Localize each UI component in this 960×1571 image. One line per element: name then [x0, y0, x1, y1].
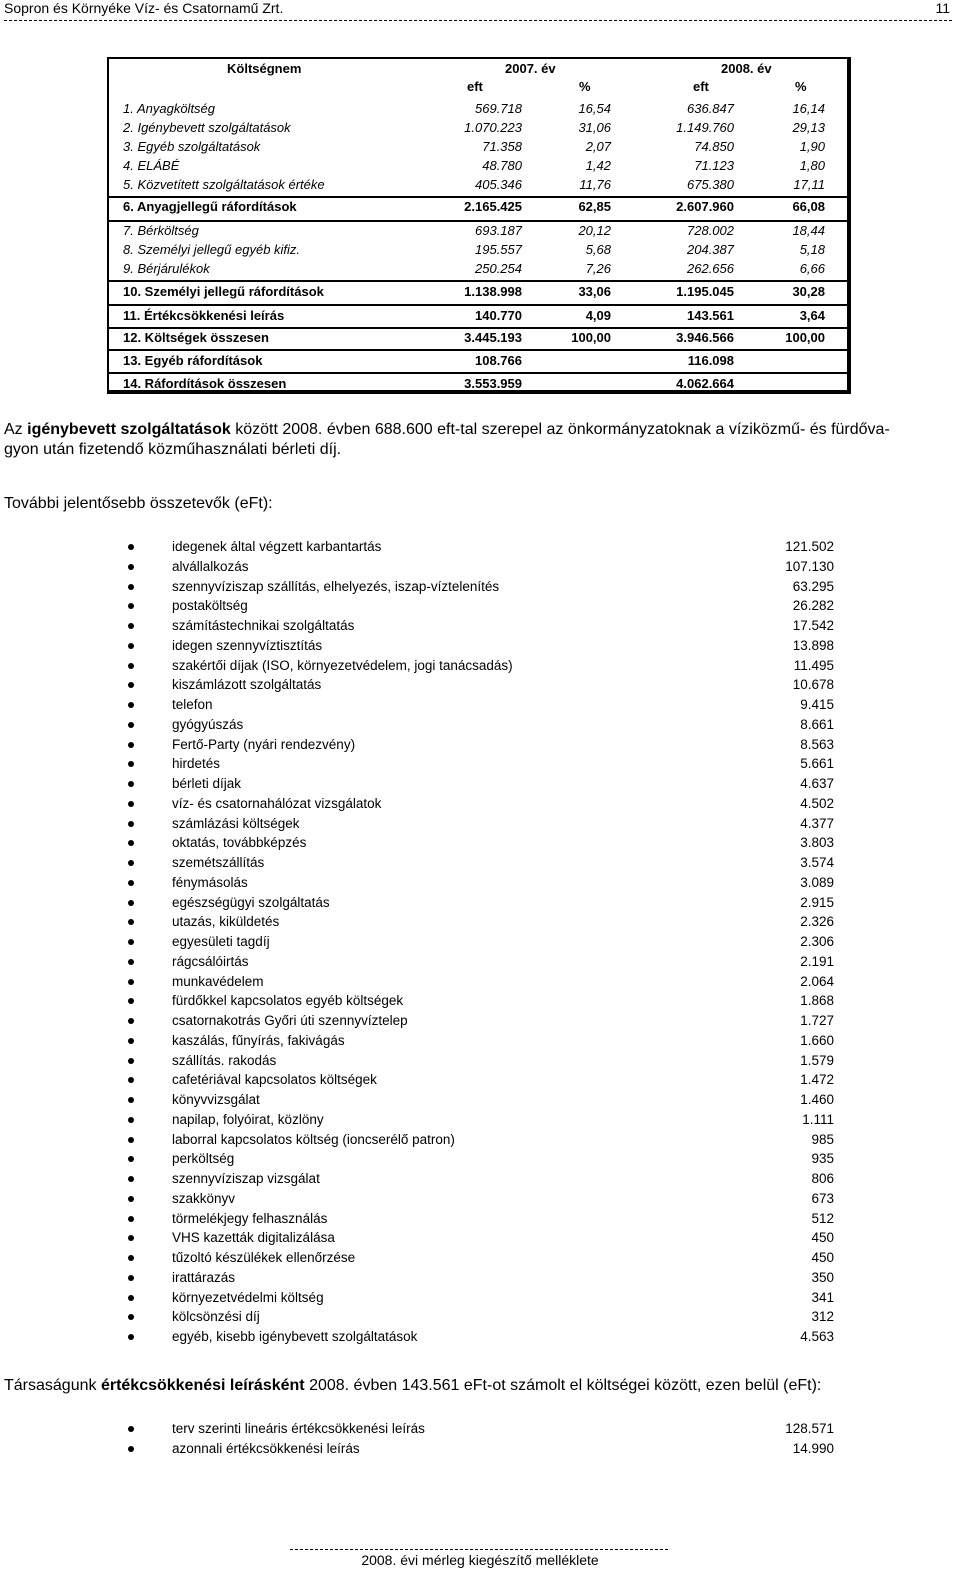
item-name: bérleti díjak	[172, 776, 242, 791]
item-name: egyéb, kisebb igénybevett szolgáltatások	[172, 1329, 418, 1344]
item-value: 341	[811, 1289, 834, 1305]
item-value: 5.661	[800, 756, 834, 772]
percent-2008: 5,18	[799, 242, 825, 257]
item-value: 26.282	[792, 598, 834, 614]
list-item	[0, 1209, 960, 1228]
row-label: 3. Egyéb szolgáltatások	[123, 139, 261, 154]
bullet-icon	[128, 623, 134, 629]
row-label: 13. Egyéb ráfordítások	[123, 353, 263, 368]
para3-bold: értékcsökkenési leírásként	[100, 1377, 305, 1394]
bullet-icon	[128, 1255, 134, 1261]
value-2007: 3.445.193	[464, 330, 522, 345]
item-name: VHS kazetták digitalizálása	[172, 1230, 335, 1246]
table-row	[109, 375, 847, 393]
item-value: 1.868	[800, 993, 834, 1009]
item-name: szakkönyv	[172, 1190, 236, 1206]
bullet-icon	[128, 603, 134, 609]
value-2007: 405.346	[475, 177, 522, 192]
para1-bold: igénybevett szolgáltatások	[27, 421, 231, 438]
bullet-icon	[128, 1137, 134, 1143]
list-item	[0, 577, 960, 596]
list-item	[0, 1070, 960, 1089]
list-item	[0, 675, 960, 694]
item-value: 350	[811, 1269, 834, 1285]
table-row	[109, 157, 847, 175]
item-name: szennyvíziszap szállítás, elhelyezés, iszap-víztelenítés	[172, 578, 500, 594]
bullet-icon	[128, 821, 134, 827]
item-value: 4.637	[800, 776, 834, 791]
list-item	[0, 1110, 960, 1129]
item-value: 1.460	[800, 1092, 834, 1107]
item-value: 1.579	[800, 1052, 834, 1068]
item-name: Fertő-Party (nyári rendezvény)	[172, 736, 356, 752]
item-value: 2.306	[800, 934, 834, 949]
list-item	[0, 616, 960, 635]
row-label: 9. Bérjárulékok	[123, 261, 210, 276]
item-value: 2.191	[800, 953, 834, 969]
bullet-icon	[128, 702, 134, 708]
row-label: 1. Anyagköltség	[123, 101, 216, 116]
list-item	[0, 695, 960, 714]
percent-2007: 62,85	[578, 199, 611, 214]
table-row	[109, 100, 847, 118]
item-value: 1.727	[800, 1013, 834, 1028]
item-value: 3.089	[800, 874, 834, 890]
bullet-icon	[128, 1018, 134, 1024]
table-separator	[109, 304, 847, 306]
value-2008: 4.062.664	[676, 376, 734, 391]
value-2007: 569.718	[475, 101, 522, 116]
item-name: szemétszállítás	[172, 855, 265, 870]
bullet-icon	[128, 1038, 134, 1044]
percent-2007: 16,54	[578, 101, 611, 116]
list-item	[0, 932, 960, 951]
bullet-icon	[128, 998, 134, 1004]
table-row	[109, 119, 847, 137]
value-2007: 108.766	[475, 353, 522, 368]
bullet-icon	[128, 1295, 134, 1301]
item-name: kiszámlázott szolgáltatás	[172, 677, 322, 693]
item-value: 13.898	[792, 637, 834, 653]
bullet-icon	[128, 682, 134, 688]
item-value: 2.064	[800, 973, 834, 989]
item-name: irattárazás	[172, 1269, 236, 1285]
list-item	[0, 735, 960, 754]
item-name: postaköltség	[172, 598, 248, 614]
list-item	[0, 893, 960, 912]
item-name: terv szerinti lineáris értékcsökkenési leírás	[172, 1421, 425, 1436]
list-item	[0, 1439, 960, 1458]
footer-divider	[290, 1549, 668, 1550]
list-item	[0, 833, 960, 852]
bullet-icon	[128, 1426, 134, 1432]
unit-eft-2008: eft	[693, 79, 709, 94]
list-item	[0, 1228, 960, 1247]
item-name: kölcsönzési díj	[172, 1309, 260, 1325]
percent-2007: 31,06	[578, 120, 611, 135]
table-separator	[109, 220, 847, 222]
list-item	[0, 1169, 960, 1188]
item-name: szennyvíziszap vizsgálat	[172, 1171, 320, 1186]
table-separator	[109, 372, 847, 374]
percent-2008: 30,28	[792, 284, 825, 299]
table-row	[109, 260, 847, 278]
bullet-icon	[128, 544, 134, 550]
percent-2008: 1,80	[799, 158, 825, 173]
table-separator	[109, 280, 847, 282]
value-2008: 2.607.960	[676, 199, 734, 214]
row-label: 10. Személyi jellegű ráfordítások	[123, 284, 324, 299]
table-row	[109, 222, 847, 240]
value-2007: 1.070.223	[464, 120, 522, 135]
item-name: hirdetés	[172, 756, 221, 772]
item-name: számlázási költségek	[172, 815, 300, 831]
item-value: 806	[811, 1171, 834, 1186]
item-value: 63.295	[792, 578, 834, 594]
bullet-icon	[128, 1196, 134, 1202]
value-2007: 195.557	[475, 242, 522, 257]
value-2007: 250.254	[475, 261, 522, 276]
percent-2008: 3,64	[799, 308, 825, 323]
item-name: telefon	[172, 697, 213, 712]
bullet-icon	[128, 1097, 134, 1103]
row-label: 6. Anyagjellegű ráfordítások	[123, 199, 297, 214]
bullet-icon	[128, 1235, 134, 1241]
list-item	[0, 656, 960, 675]
item-name: perköltség	[172, 1151, 235, 1167]
cost-table	[107, 57, 851, 394]
bullet-icon	[128, 1275, 134, 1281]
item-name: laborral kapcsolatos költség (ioncserélő patron)	[172, 1131, 455, 1147]
table-row	[109, 138, 847, 156]
item-name: idegenek által végzett karbantartás	[172, 539, 382, 554]
value-2008: 675.380	[687, 177, 734, 192]
list-item	[0, 715, 960, 734]
unit-pct-2008: %	[795, 79, 807, 94]
item-name: tűzoltó készülékek ellenőrzése	[172, 1250, 356, 1265]
percent-2007: 7,26	[585, 261, 611, 276]
table-row	[109, 176, 847, 194]
item-name: fürdőkkel kapcsolatos egyéb költségek	[172, 993, 404, 1009]
bullet-icon	[128, 959, 134, 965]
value-2008: 204.387	[687, 242, 734, 257]
header-divider	[4, 20, 952, 21]
item-name: rágcsálóirtás	[172, 953, 249, 969]
row-label: 4. ELÁBÉ	[123, 158, 180, 173]
item-value: 2.326	[800, 914, 834, 930]
list-item	[0, 1268, 960, 1287]
row-label: 5. Közvetített szolgáltatások értéke	[123, 177, 325, 192]
paragraph-depreciation	[4, 1376, 954, 1396]
item-value: 312	[811, 1309, 834, 1325]
company-name: Sopron és Környéke Víz- és Csatornamű Zrt.	[4, 0, 284, 16]
item-name: alvállalkozás	[172, 558, 249, 574]
paragraph-services	[4, 420, 954, 460]
table-row	[109, 352, 847, 370]
page-header	[4, 0, 950, 18]
page-footer: 2008. évi mérleg kiegészítő melléklete	[361, 1552, 599, 1568]
item-value: 512	[811, 1210, 834, 1226]
item-value: 11.495	[793, 657, 834, 673]
item-value: 121.502	[785, 539, 834, 554]
table-row	[109, 283, 847, 301]
value-2007: 48.780	[482, 158, 522, 173]
item-value: 8.661	[800, 716, 834, 732]
item-name: szállítás. rakodás	[172, 1052, 277, 1068]
table-row	[109, 329, 847, 347]
para1-c: között 2008. évben 688.600 eft-tal szerepel az önkormányzatoknak a víziközmű- és fürdőva-	[230, 421, 890, 438]
list-item	[0, 1248, 960, 1267]
item-name: kaszálás, fűnyírás, fakivágás	[172, 1032, 345, 1048]
item-name: környezetvédelmi költség	[172, 1289, 324, 1305]
paragraph-components-title: További jelentősebb összetevők (eFt):	[4, 495, 273, 512]
list-item	[0, 1130, 960, 1149]
year-2007-header: 2007. év	[505, 61, 556, 76]
percent-2007: 2,07	[585, 139, 611, 154]
para1-d: gyon után fizetendő közműhasználati bérleti díj.	[4, 441, 342, 458]
percent-2007: 1,42	[585, 158, 611, 173]
value-2008: 3.946.566	[676, 330, 734, 345]
bullet-icon	[128, 761, 134, 767]
percent-2007: 4,09	[585, 308, 611, 323]
page-number: 11	[935, 0, 950, 16]
item-name: idegen szennyvíztisztítás	[172, 637, 323, 653]
value-2008: 728.002	[687, 223, 734, 238]
item-value: 450	[811, 1250, 834, 1265]
item-value: 985	[811, 1131, 834, 1147]
list-item	[0, 774, 960, 793]
item-name: munkavédelem	[172, 973, 264, 989]
list-item	[0, 873, 960, 892]
bullet-icon	[128, 1176, 134, 1182]
value-2007: 71.358	[482, 139, 522, 154]
item-value: 4.377	[800, 815, 834, 831]
bullet-icon	[128, 1156, 134, 1162]
bullet-icon	[128, 900, 134, 906]
list-item	[0, 1011, 960, 1030]
item-name: fénymásolás	[172, 874, 248, 890]
value-2007: 3.553.959	[464, 376, 522, 391]
bullet-icon	[128, 979, 134, 985]
value-2008: 143.561	[687, 308, 734, 323]
value-2007: 693.187	[475, 223, 522, 238]
value-2008: 262.656	[687, 261, 734, 276]
bullet-icon	[128, 1077, 134, 1083]
item-value: 107.130	[785, 558, 834, 574]
percent-2008: 100,00	[785, 330, 825, 345]
para3-a: Társaságunk	[4, 1377, 101, 1394]
bullet-icon	[128, 860, 134, 866]
unit-eft-2007: eft	[467, 79, 483, 94]
bullet-icon	[128, 880, 134, 886]
percent-2007: 5,68	[585, 242, 611, 257]
table-separator	[109, 196, 847, 198]
percent-2007: 100,00	[571, 330, 611, 345]
list-item	[0, 557, 960, 576]
table-row	[109, 198, 847, 216]
item-name: napilap, folyóirat, közlöny	[172, 1111, 324, 1127]
value-2008: 636.847	[687, 101, 734, 116]
value-2007: 1.138.998	[464, 284, 522, 299]
bullet-icon	[128, 584, 134, 590]
percent-2008: 17,11	[793, 177, 825, 192]
item-name: utazás, kiküldetés	[172, 914, 280, 930]
item-value: 1.472	[800, 1072, 834, 1088]
item-name: víz- és csatornahálózat vizsgálatok	[172, 795, 382, 811]
bullet-icon	[128, 1334, 134, 1340]
bullet-icon	[128, 1117, 134, 1123]
item-name: cafetériával kapcsolatos költségek	[172, 1072, 377, 1088]
value-2008: 71.123	[694, 158, 734, 173]
table-separator	[109, 349, 847, 351]
para3-c: 2008. évben 143.561 eFt-ot számolt el költségei között, ezen belül (eFt):	[304, 1377, 822, 1394]
list-item	[0, 1288, 960, 1307]
bullet-icon	[128, 742, 134, 748]
item-value: 2.915	[800, 894, 834, 910]
col-title: Költségnem	[227, 61, 302, 76]
value-2007: 140.770	[475, 308, 522, 323]
bullet-icon	[128, 663, 134, 669]
bullet-icon	[128, 919, 134, 925]
row-label: 7. Bérköltség	[123, 223, 199, 238]
item-name: egészségügyi szolgáltatás	[172, 894, 330, 910]
row-label: 12. Költségek összesen	[123, 330, 269, 345]
value-2008: 116.098	[687, 353, 734, 368]
table-row	[109, 307, 847, 325]
percent-2007: 20,12	[578, 223, 611, 238]
percent-2007: 11,76	[579, 177, 611, 192]
percent-2008: 18,44	[792, 223, 825, 238]
item-value: 14.990	[792, 1440, 834, 1456]
bullet-icon	[128, 1314, 134, 1320]
list-item	[0, 952, 960, 971]
item-value: 4.563	[800, 1329, 834, 1344]
item-value: 450	[811, 1230, 834, 1246]
list-item	[0, 912, 960, 931]
item-value: 17.542	[792, 618, 834, 633]
item-name: csatornakotrás Győri úti szennyvíztelep	[172, 1013, 408, 1028]
row-label: 14. Ráfordítások összesen	[123, 376, 287, 391]
row-label: 11. Értékcsökkenési leírás	[123, 308, 285, 323]
item-value: 1.111	[802, 1111, 834, 1127]
value-2008: 1.195.045	[676, 284, 734, 299]
row-label: 8. Személyi jellegű egyéb kifiz.	[123, 242, 301, 257]
list-item	[0, 991, 960, 1010]
item-value: 4.502	[800, 795, 834, 811]
percent-2008: 1,90	[799, 139, 825, 154]
item-value: 3.803	[800, 835, 834, 851]
item-name: számítástechnikai szolgáltatás	[172, 618, 355, 633]
percent-2008: 6,66	[799, 261, 825, 276]
list-item	[0, 1419, 960, 1438]
item-name: könyvvizsgálat	[172, 1092, 260, 1107]
list-item	[0, 853, 960, 872]
list-item	[0, 972, 960, 991]
year-2008-header: 2008. év	[721, 61, 772, 76]
table-separator	[109, 327, 847, 329]
item-name: egyesületi tagdíj	[172, 934, 270, 949]
bullet-icon	[128, 781, 134, 787]
item-name: gyógyúszás	[172, 716, 244, 732]
list-item	[0, 1327, 960, 1346]
percent-2008: 29,13	[792, 120, 825, 135]
percent-2008: 16,14	[792, 101, 825, 116]
item-name: szakértői díjak (ISO, környezetvédelem, jogi tanácsadás)	[172, 657, 513, 673]
para1-a: Az	[4, 421, 28, 438]
bullet-icon	[128, 939, 134, 945]
list-item	[0, 537, 960, 556]
list-item	[0, 1189, 960, 1208]
value-2008: 1.149.760	[676, 120, 734, 135]
list-item	[0, 814, 960, 833]
bullet-icon	[128, 722, 134, 728]
list-item	[0, 794, 960, 813]
item-value: 8.563	[800, 736, 834, 752]
list-item	[0, 1307, 960, 1326]
table-row	[109, 241, 847, 259]
list-item	[0, 1090, 960, 1109]
list-item	[0, 596, 960, 615]
bullet-icon	[128, 1446, 134, 1452]
percent-2008: 66,08	[792, 199, 825, 214]
item-value: 128.571	[785, 1421, 834, 1436]
item-name: azonnali értékcsökkenési leírás	[172, 1440, 360, 1456]
list-item	[0, 636, 960, 655]
list-item	[0, 1051, 960, 1070]
item-value: 1.660	[800, 1032, 834, 1048]
row-label: 2. Igénybevett szolgáltatások	[123, 120, 291, 135]
bullet-icon	[128, 1058, 134, 1064]
item-name: oktatás, továbbképzés	[172, 835, 307, 851]
item-value: 935	[811, 1151, 834, 1167]
item-value: 9.415	[800, 697, 834, 712]
value-2007: 2.165.425	[464, 199, 522, 214]
bullet-icon	[128, 643, 134, 649]
bullet-icon	[128, 840, 134, 846]
item-value: 10.678	[792, 677, 834, 693]
value-2008: 74.850	[694, 139, 734, 154]
item-name: törmelékjegy felhasználás	[172, 1210, 328, 1226]
item-value: 673	[811, 1190, 834, 1206]
bullet-icon	[128, 564, 134, 570]
list-item	[0, 1149, 960, 1168]
percent-2007: 33,06	[578, 284, 611, 299]
unit-pct-2007: %	[579, 79, 591, 94]
list-item	[0, 1031, 960, 1050]
item-value: 3.574	[800, 855, 834, 870]
list-item	[0, 754, 960, 773]
bullet-icon	[128, 801, 134, 807]
bullet-icon	[128, 1216, 134, 1222]
